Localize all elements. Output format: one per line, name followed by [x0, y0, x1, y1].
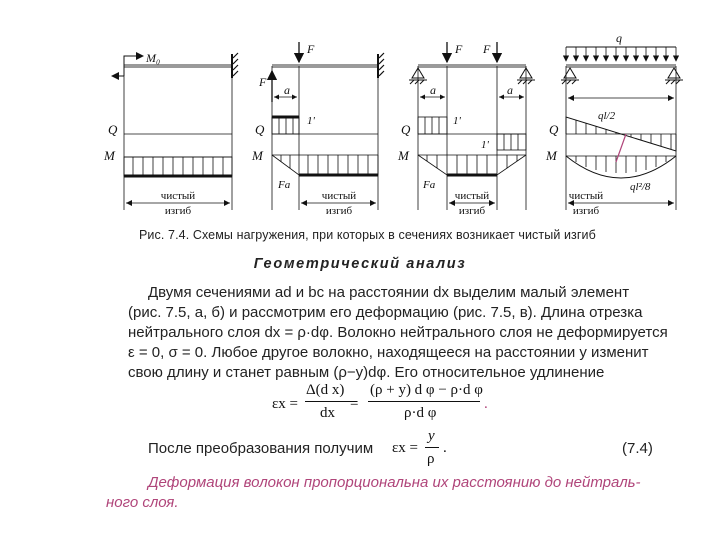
pure-bending-label-2: изгиб [325, 205, 353, 217]
label-a: a [284, 83, 290, 97]
eq1-den1: dx [320, 405, 335, 421]
eq1-num2: (ρ + y) d φ − ρ·d φ [370, 382, 483, 398]
label-one-prime: 1' [307, 115, 315, 127]
scheme-1 [103, 51, 238, 217]
m-diagram [124, 157, 232, 176]
pure-bending-label-2: изгиб [164, 205, 192, 217]
pure-bending-label-2: изгиб [458, 205, 486, 217]
label-m: M [104, 148, 115, 163]
pure-bending-label-1: чистый [568, 190, 604, 202]
paragraph-line-5: свою длину и станет равным (ρ−y)dφ. Его относительное удлинение [128, 364, 605, 381]
scheme-4 [545, 31, 683, 217]
pure-bending-label-1: чистый [321, 190, 357, 202]
label-ql8: ql²/8 [630, 181, 651, 193]
label-f-top: F [307, 42, 315, 56]
label-m: M [546, 148, 557, 163]
label-fa: Fa [423, 179, 436, 191]
pure-bending-label-1: чистый [454, 190, 490, 202]
eq1-fraction-bar-2 [368, 401, 480, 402]
label-f-left: F [259, 75, 267, 89]
eq2-num: y [428, 428, 435, 444]
m-diagram [272, 155, 378, 175]
q-diagram [272, 117, 299, 134]
wall-hatch [233, 53, 238, 76]
label-q: Q [108, 122, 118, 137]
eq1-num1: Δ(d x) [306, 382, 345, 398]
pin-support-right [668, 68, 680, 78]
label-f-2: F [483, 42, 491, 56]
section-title: Геометрический анализ [253, 256, 467, 272]
pure-bending-label-2: изгиб [572, 205, 600, 217]
m-diagram [418, 155, 526, 175]
label-q-load: q [616, 31, 622, 45]
label-m: M [252, 148, 263, 163]
scheme-2 [251, 42, 384, 217]
eq1-eq: = [350, 396, 359, 412]
label-q: Q [549, 122, 559, 137]
eq2-lhs: εx = [392, 440, 419, 456]
label-one-prime-a: 1' [453, 115, 461, 127]
label-m: M [398, 148, 409, 163]
paragraph-line-1: Двумя сечениями ad и bc на расстоянии dx выделим малый элемент [148, 284, 630, 301]
paragraph-line-2: (рис. 7.5, а, б) и рассмотрим его деформацию (рис. 7.5, в). Длина отрезка [128, 304, 643, 321]
max-moment-line [616, 134, 626, 162]
eq2-den: ρ [427, 451, 435, 467]
label-f-1: F [455, 42, 463, 56]
scheme-3 [397, 42, 535, 217]
label-a-left: a [430, 83, 436, 97]
distributed-load-arrows [566, 47, 676, 61]
eq1-end: . [484, 396, 488, 412]
label-fa: Fa [278, 179, 291, 191]
eq1-den2: ρ·d φ [404, 405, 437, 421]
after-transformation-text: После преобразования получим [148, 440, 374, 457]
label-one-prime-b: 1' [481, 139, 489, 151]
eq2-fraction-bar [425, 447, 439, 448]
equation-number: (7.4) [622, 440, 653, 457]
q-diagram-negative [497, 134, 526, 150]
paragraph-line-3: нейтрального слоя dx = ρ·dφ. Волокно нейтрального слоя не деформируется [128, 324, 668, 341]
conclusion-line-2: ного слоя. [106, 494, 179, 511]
wall-hatch [379, 53, 384, 76]
paragraph-line-4: ε = 0, σ = 0. Любое другое волокно, находящееся на расстоянии y изменит [128, 344, 649, 361]
label-m0: M₀ [146, 51, 161, 65]
figure-caption: Рис. 7.4. Схемы нагружения, при которых в сечениях возникает чистый изгиб [139, 228, 596, 242]
conclusion-line-1: Деформация волокон пропорциональна их расстоянию до нейтраль- [148, 474, 641, 491]
label-q: Q [255, 122, 265, 137]
eq1-lhs: εx = [272, 396, 299, 412]
q-diagram-positive [418, 117, 447, 134]
eq2-end: . [443, 440, 447, 456]
label-q: Q [401, 122, 411, 137]
label-a-right: a [507, 83, 513, 97]
m-diagram [566, 156, 676, 178]
loading-schemes-figure [0, 0, 720, 225]
label-ql2: ql/2 [598, 110, 616, 122]
pure-bending-label-1: чистый [160, 190, 196, 202]
